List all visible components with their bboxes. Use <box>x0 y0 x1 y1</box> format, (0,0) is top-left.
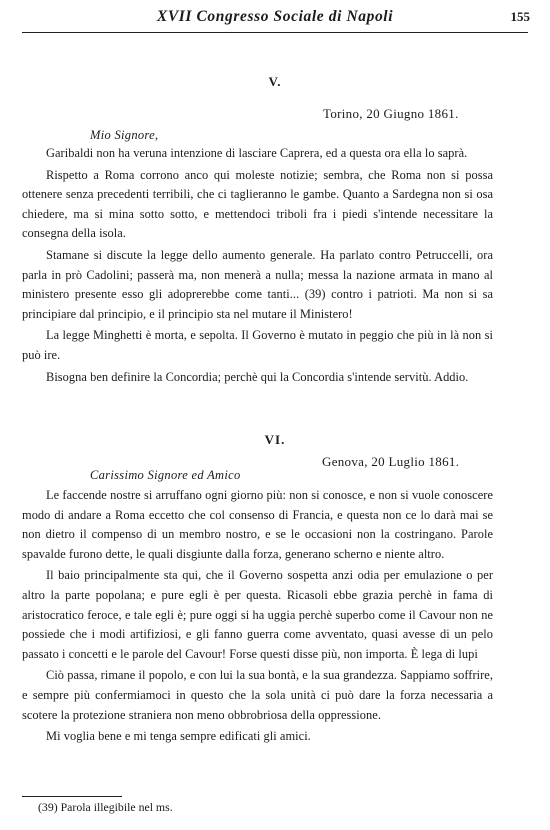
page-number: 155 <box>510 9 530 24</box>
letter-v-paragraph: La legge Minghetti è morta, e sepolta. Il Governo è mutato in peggio che più in là non si può ire. <box>22 328 493 362</box>
letter-vi-paragraph: Le faccende nostre si arruffano ogni giorno più: non si conosce, e non si vuole conoscere modo di andare a Roma eccetto che col consenso di Francia, e questa non ce lo darà mai se non dietro il compenso di un membro nostro, e se le occasioni non la costringano. Parole spavalde furono dette, le quali disgiunte dalla forza, generano scherno e niente altro. <box>22 488 493 561</box>
letter-vi-paragraph: Ciò passa, rimane il popolo, e con lui la sua bontà, e la sua grandezza. Sappiamo soffrire, e sempre più confermiamoci in questo che la sola unità ci può dare la forza necessaria a scotere la protezione straniera non meno obbrobriosa della oppressione. <box>22 668 493 722</box>
letter-v-number: V. <box>268 74 282 89</box>
letter-v-paragraph: Bisogna ben definire la Concordia; perchè qui la Concordia s'intende servitù. Addio. <box>46 369 469 384</box>
footnote: (39) Parola illegibile nel ms. <box>38 800 173 814</box>
letter-v-paragraph: Stamane si discute la legge dello aumento generale. Ha parlato contro Petruccelli, ora parla in prò Cadolini; passerà ma, non menerà a nulla; messa la nazione armata in mano al ministero presente esso gli adoprerebbe come tanti... (39) contro i patrioti. Ma non si sa principiare dal principio, e il principio sta nel mutare il Ministero! <box>22 247 493 321</box>
letter-vi-body <box>22 486 493 749</box>
letter-v-dateline: Torino, 20 Giugno 1861. <box>323 106 459 121</box>
letter-vi-dateline: Genova, 20 Luglio 1861. <box>322 454 460 469</box>
letter-vi-paragraph: Mi voglia bene e mi tenga sempre edificati gli amici. <box>46 729 311 744</box>
running-head-title: XVII Congresso Sociale di Napoli <box>156 8 394 25</box>
letter-vi-salutation: Carissimo Signore ed Amico <box>90 468 241 482</box>
header-rule <box>22 32 528 33</box>
letter-v-salutation: Mio Signore, <box>90 128 159 142</box>
letter-v-body <box>22 144 493 389</box>
letter-vi-number: VI. <box>264 432 286 447</box>
letter-vi-paragraph: Il baio principalmente sta qui, che il Governo sospetta anzi odia per emulazione o per altro la parte popolana; e pure egli è per questa. Ricasoli ebbe grazia perchè in fama di aristocratico feroce, e tale egli è; pure oggi si ha uggia perchè superbo come il Cavour non ne possiede che i modi artifiziosi, e gli fanno guerra come avventato, quasi avesse di un pelo passato i concetti e le parole del Cavour! Forse questi disse più, non importa. È lega di lupi <box>22 568 493 661</box>
footnote-rule <box>22 796 122 797</box>
letter-v-paragraph: Rispetto a Roma corrono anco qui moleste notizie; sembra, che Roma non si possa ottenere senza precedenti terribili, che ci taglieranno le gambe. Quanto a Sardegna non si osa chiedere, ma si mina sotto sotto, e mettendoci triboli fra i piedi s'intende necessitare la consegna della isola. <box>22 167 493 241</box>
running-head <box>20 8 530 30</box>
letter-v-paragraph: Garibaldi non ha veruna intenzione di lasciare Caprera, ed a questa ora ella lo saprà. <box>46 146 468 160</box>
